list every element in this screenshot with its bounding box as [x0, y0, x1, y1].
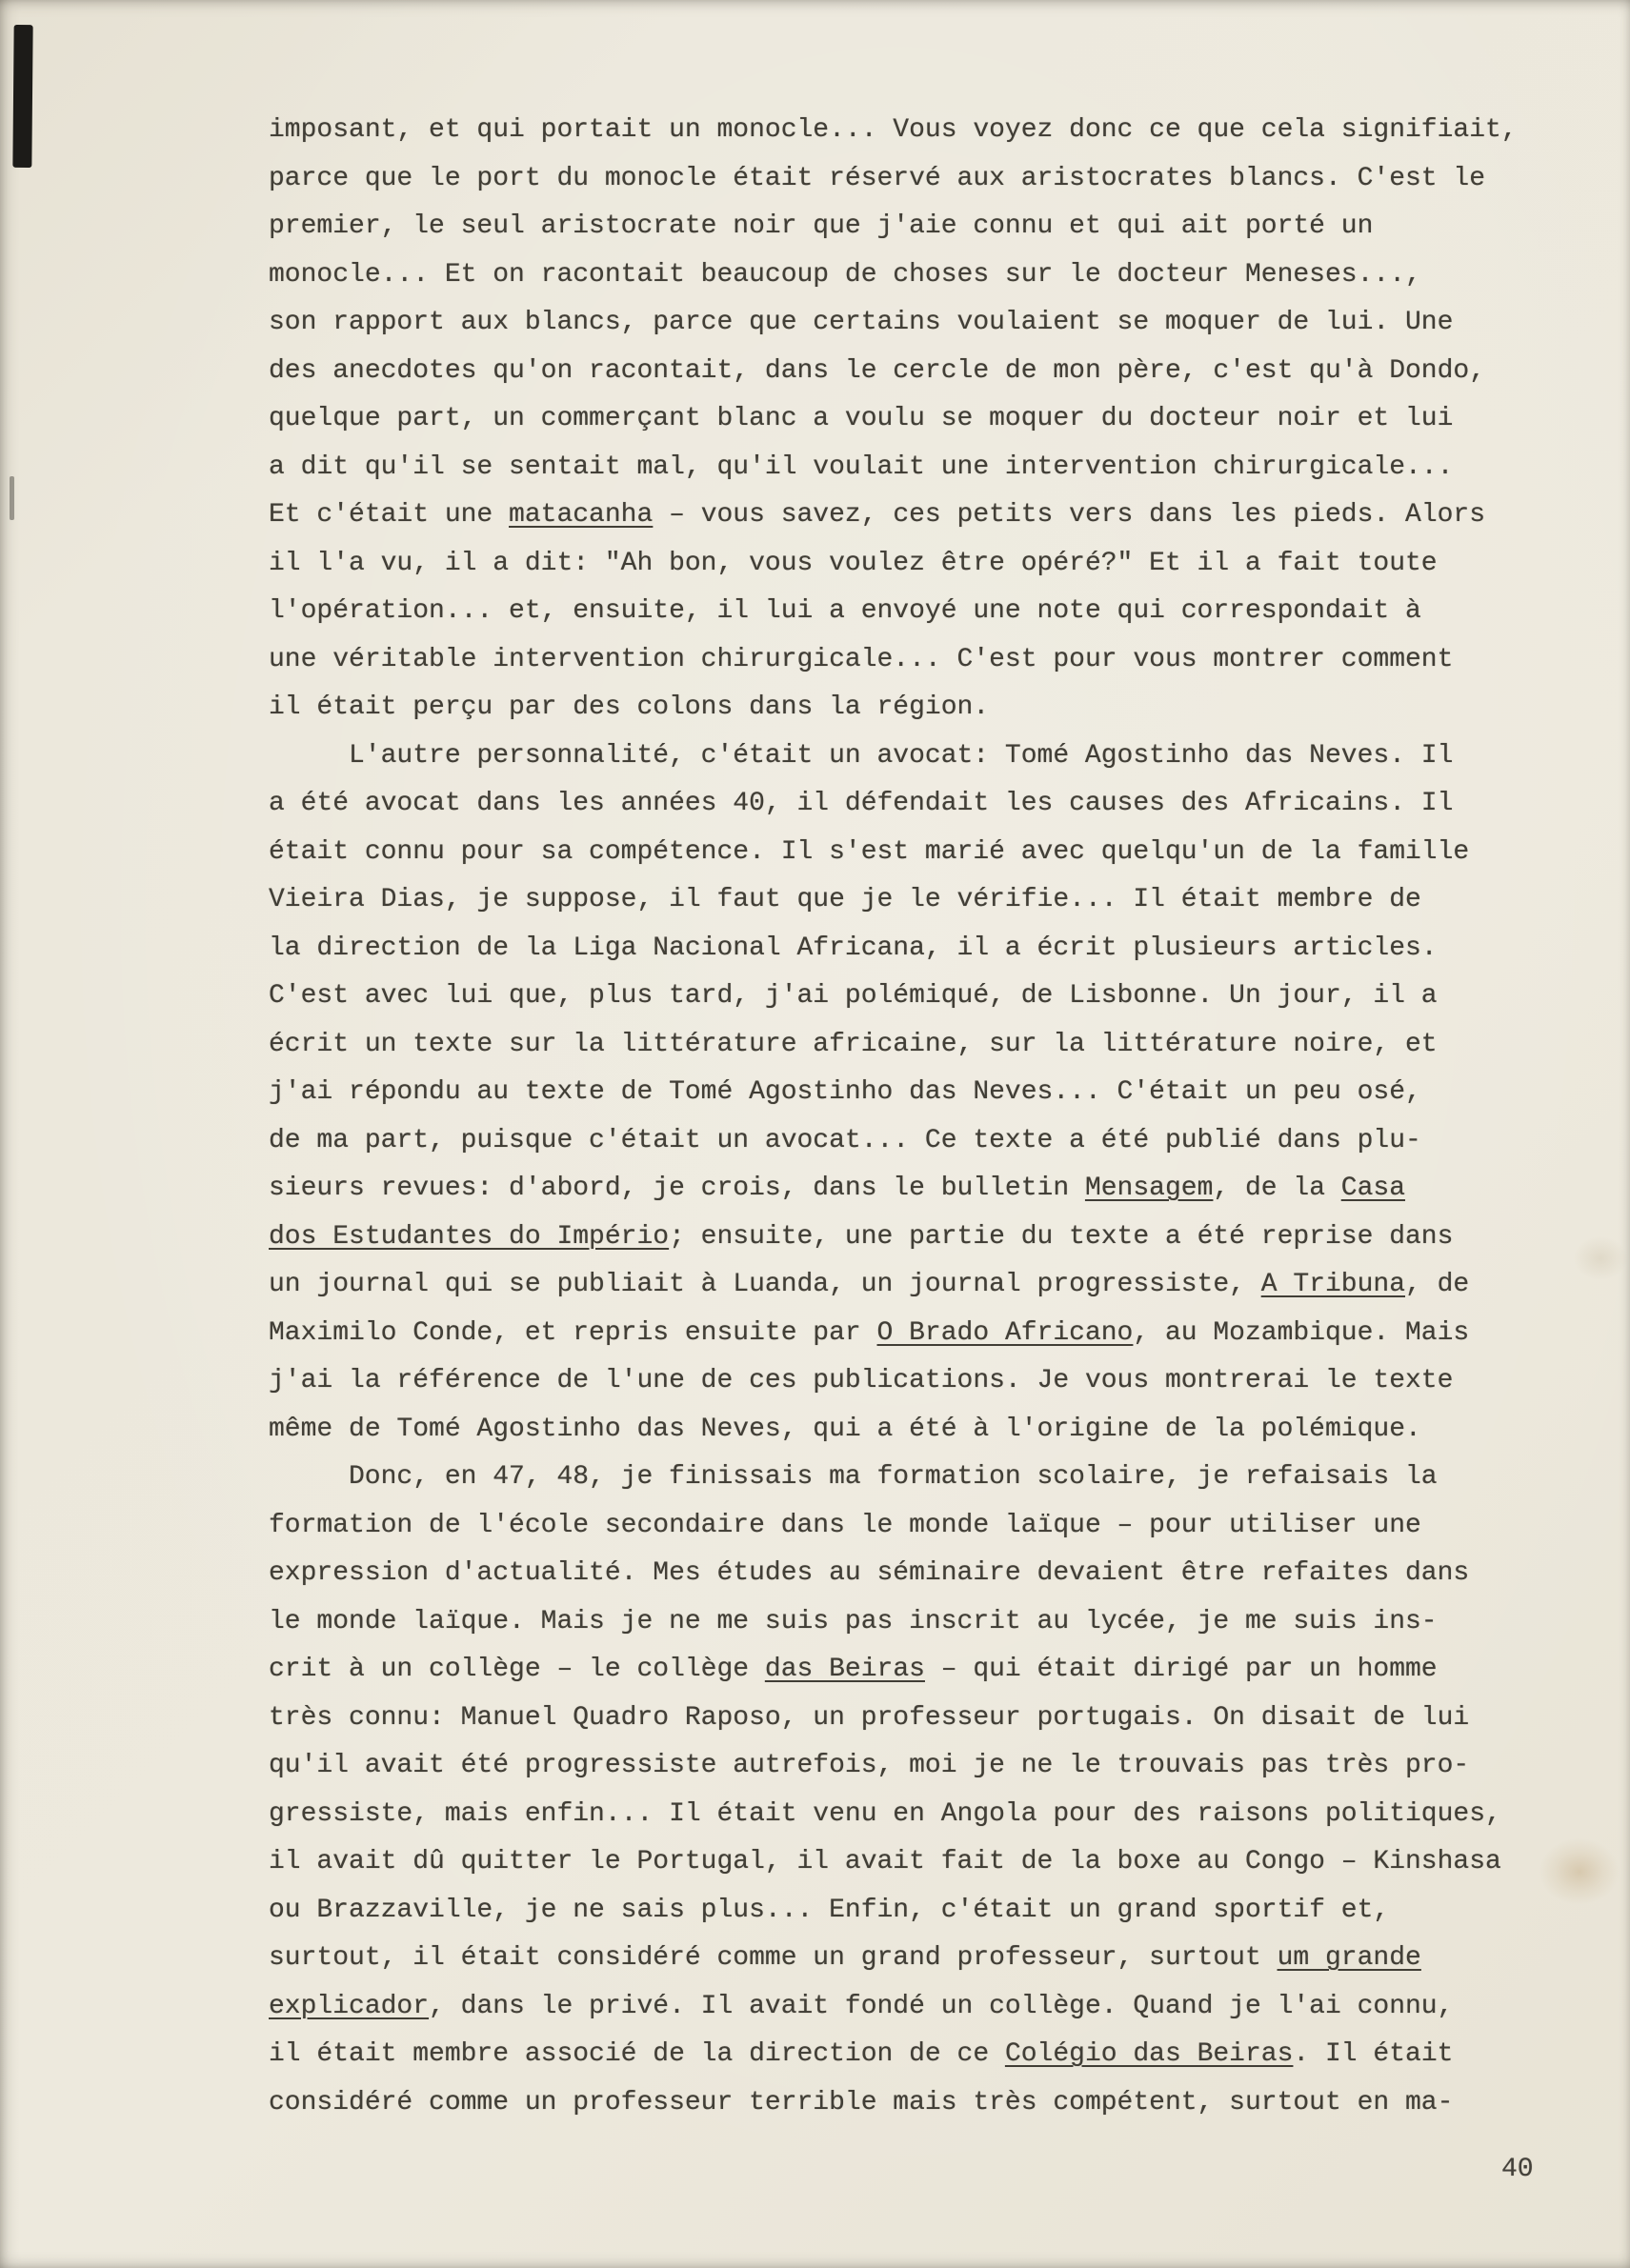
text-line [269, 1935, 1564, 1983]
underlined-text: Colégio das Beiras [1004, 2039, 1294, 2069]
text-segment: sieurs revues: d'abord, je crois, dans le bulletin [269, 1174, 1085, 1203]
text-line [269, 251, 1564, 300]
text-segment: une véritable intervention chirurgicale... C'est pour vous montrer comment [269, 644, 1454, 674]
text-line [269, 299, 1564, 348]
underlined-text: A Tribuna [1260, 1270, 1406, 1299]
text-line [269, 444, 1564, 492]
text-line [269, 1983, 1564, 2032]
text-segment: – qui était dirigé par un homme [924, 1655, 1438, 1684]
text-segment: , au Mozambique. Mais [1133, 1317, 1470, 1348]
text-segment: premier, le seul aristocrate noir que j'aie connu et qui ait porté un [269, 211, 1374, 241]
text-segment: même de Tomé Agostinho das Neves, qui a été à l'origine de la polémique. [269, 1414, 1421, 1444]
text-line [269, 1261, 1564, 1310]
text-segment: très connu: Manuel Quadro Raposo, un professeur portugais. On disait de lui [269, 1702, 1470, 1733]
text-segment: quelque part, un commerçant blanc a voulu se moquer du docteur noir et lui [269, 404, 1454, 433]
text-segment: il avait dû quitter le Portugal, il avait fait de la boxe au Congo – Kinshasa [269, 1847, 1501, 1877]
text-segment: il était perçu par des colons dans la région. [269, 692, 990, 722]
text-segment: de ma part, puisque c'était un avocat... Ce texte a été publié dans plu- [269, 1125, 1421, 1155]
text-segment: , de [1405, 1270, 1470, 1299]
text-line [269, 1646, 1564, 1695]
text-segment: – vous savez, ces petits vers dans les pieds. Alors [653, 500, 1486, 530]
text-line [269, 733, 1564, 781]
text-line [269, 1502, 1564, 1551]
text-segment: a dit qu'il se sentait mal, qu'il voulait une intervention chirurgicale... [269, 452, 1454, 482]
text-line [269, 1214, 1564, 1262]
text-line [269, 2031, 1564, 2079]
text-line [269, 107, 1564, 155]
scan-edge-mark [10, 476, 14, 520]
text-line [269, 1791, 1564, 1839]
text-line [269, 1838, 1564, 1887]
text-segment: un journal qui se publiait à Luanda, un journal progressiste, [269, 1270, 1261, 1299]
text-segment: , dans le privé. Il avait fondé un collège. Quand je l'ai connu, [429, 1991, 1454, 2021]
scan-artifact [12, 25, 32, 168]
text-segment: qu'il avait été progressiste autrefois, moi je ne le trouvais pas très pro- [269, 1751, 1470, 1780]
text-line [269, 2079, 1564, 2128]
underlined-text: um grande [1277, 1943, 1421, 1973]
underlined-text: explicador [269, 1991, 430, 2021]
underlined-text: Casa [1340, 1174, 1406, 1203]
text-segment: crit à un collège – le collège [269, 1655, 765, 1684]
text-segment: , de la [1213, 1174, 1341, 1203]
text-segment: des anecdotes qu'on racontait, dans le cercle de mon père, c'est qu'à Dondo, [269, 355, 1486, 386]
text-line [269, 1117, 1564, 1166]
text-line [269, 1069, 1564, 1117]
text-line [269, 1310, 1564, 1358]
text-line [269, 1742, 1564, 1791]
text-segment: gressiste, mais enfin... Il était venu en Angola pour des raisons politiques, [269, 1798, 1501, 1829]
text-segment: l'opération... et, ensuite, il lui a envoyé une note qui correspondait à [269, 596, 1421, 626]
text-line [269, 588, 1564, 636]
underlined-text: dos Estudantes do Império [269, 1221, 670, 1252]
text-line [269, 684, 1564, 733]
text-segment: considéré comme un professeur terrible mais très compétent, surtout en ma- [269, 2087, 1454, 2117]
text-line [269, 492, 1564, 540]
text-line [269, 540, 1564, 589]
text-line [269, 1021, 1564, 1070]
text-segment: parce que le port du monocle était réservé aux aristocrates blancs. C'est le [269, 163, 1486, 193]
text-segment: formation de l'école secondaire dans le monde laïque – pour utiliser une [269, 1510, 1421, 1540]
text-segment: il l'a vu, il a dit: "Ah bon, vous voulez être opéré?" Et il a fait toute [269, 548, 1438, 578]
text-segment: était connu pour sa compétence. Il s'est marié avec quelqu'un de la famille [269, 836, 1470, 867]
text-segment: imposant, et qui portait un monocle... Vous voyez donc ce que cela signifiait, [269, 115, 1518, 145]
text-segment: surtout, il était considéré comme un grand professeur, surtout [269, 1943, 1278, 1973]
text-line [269, 876, 1564, 925]
page-number: 40 [1501, 2155, 1534, 2184]
text-segment: Donc, en 47, 48, je finissais ma formation scolaire, je refaisais la [349, 1462, 1438, 1492]
underlined-text: matacanha [509, 500, 654, 530]
text-line [269, 1357, 1564, 1406]
text-line [269, 155, 1564, 204]
text-block [269, 107, 1564, 2127]
text-segment: il était membre associé de la direction de ce [269, 2039, 1005, 2069]
text-segment: Maximilo Conde, et repris ensuite par [269, 1317, 877, 1348]
text-line [269, 925, 1564, 973]
text-line [269, 1454, 1564, 1502]
paper-stain [1574, 1236, 1627, 1280]
text-line [269, 1165, 1564, 1214]
text-line [269, 1695, 1564, 1743]
text-segment: ou Brazzaville, je ne sais plus... Enfin, c'était un grand sportif et, [269, 1895, 1390, 1925]
text-segment: ; ensuite, une partie du texte a été reprise dans [669, 1221, 1454, 1252]
text-segment: j'ai la référence de l'une de ces publications. Je vous montrerai le texte [269, 1366, 1454, 1395]
text-segment: la direction de la Liga Nacional Africana, il a écrit plusieurs articles. [269, 933, 1438, 963]
text-line [269, 203, 1564, 251]
text-line [269, 973, 1564, 1021]
text-line [269, 1598, 1564, 1647]
text-segment: le monde laïque. Mais je ne me suis pas inscrit au lycée, je me suis ins- [269, 1606, 1438, 1636]
text-line [269, 1550, 1564, 1598]
underlined-text: Mensagem [1084, 1174, 1214, 1203]
text-segment: écrit un texte sur la littérature africaine, sur la littérature noire, et [269, 1029, 1438, 1059]
text-segment: L'autre personnalité, c'était un avocat: Tomé Agostinho das Neves. Il [349, 740, 1454, 771]
text-segment: . Il était [1293, 2039, 1454, 2069]
underlined-text: O Brado Africano [876, 1317, 1134, 1348]
text-line [269, 395, 1564, 444]
text-line [269, 1887, 1564, 1936]
text-line [269, 780, 1564, 829]
text-segment: Vieira Dias, je suppose, il faut que je le vérifie... Il était membre de [269, 885, 1421, 914]
text-line [269, 1406, 1564, 1455]
text-segment: Et c'était une [269, 500, 510, 530]
underlined-text: das Beiras [764, 1655, 925, 1684]
text-line [269, 636, 1564, 685]
text-segment: son rapport aux blancs, parce que certains voulaient se moquer de lui. Une [269, 308, 1454, 337]
text-line [269, 348, 1564, 396]
text-segment: C'est avec lui que, plus tard, j'ai polémiqué, de Lisbonne. Un jour, il a [269, 981, 1438, 1011]
text-segment: j'ai répondu au texte de Tomé Agostinho das Neves... C'était un peu osé, [269, 1077, 1421, 1107]
text-segment: a été avocat dans les années 40, il défendait les causes des Africains. Il [269, 789, 1454, 818]
text-segment: monocle... Et on racontait beaucoup de choses sur le docteur Meneses..., [269, 259, 1421, 290]
text-line [269, 829, 1564, 877]
text-segment: expression d'actualité. Mes études au séminaire devaient être refaites dans [269, 1558, 1470, 1588]
